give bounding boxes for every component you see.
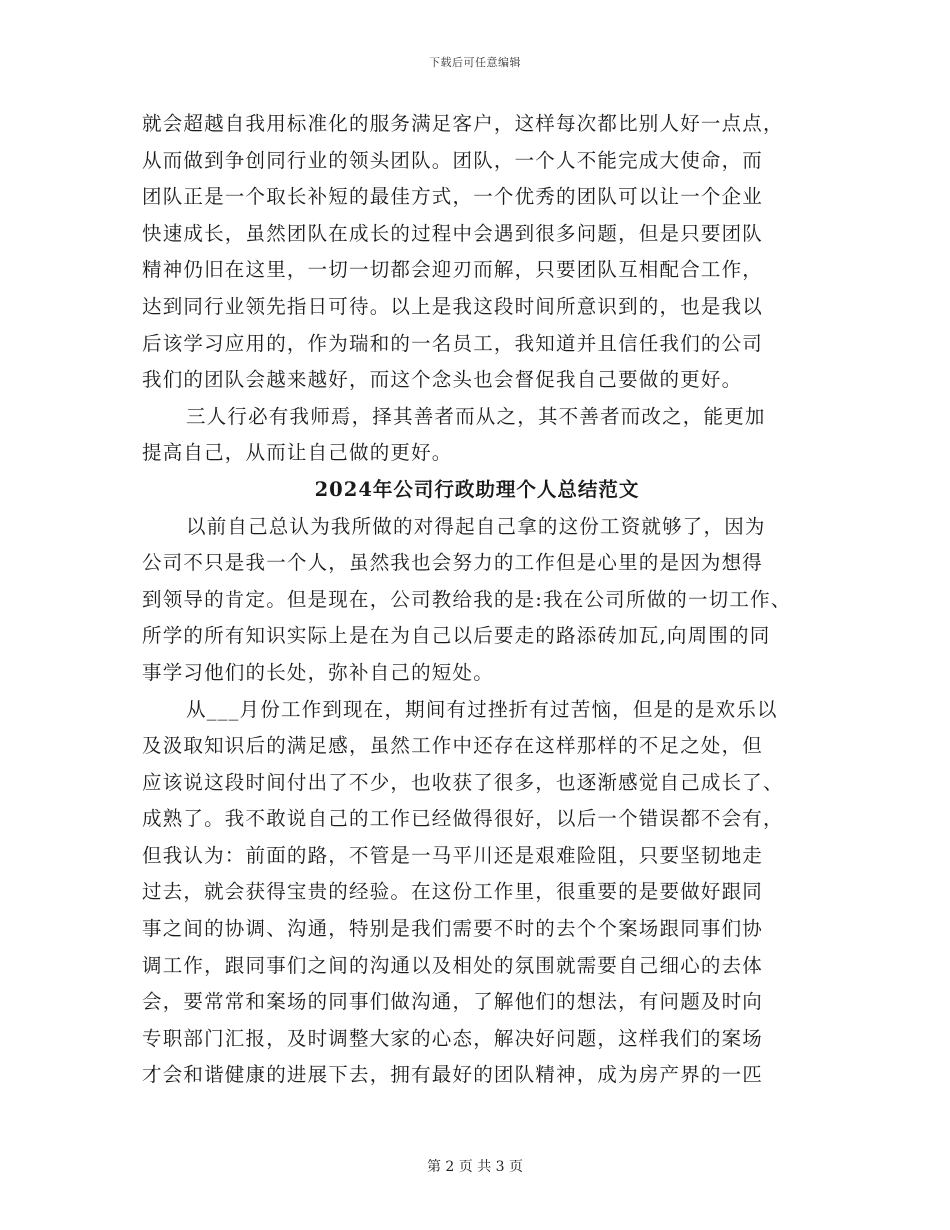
text-line: 事之间的协调、沟通，特别是我们需要不时的去个个案场跟同事们协: [142, 917, 764, 941]
text-line: 团队正是一个取长补短的最佳方式，一个优秀的团队可以让一个企业: [142, 185, 764, 209]
text-line: 到领导的肯定。但是现在，公司教给我的是:我在公司所做的一切工作、: [142, 587, 792, 611]
text-line: 提高自己，从而让自己做的更好。: [142, 441, 453, 465]
text-line: 快速成长，虽然团队在成长的过程中会遇到很多问题，但是只要团队: [142, 221, 764, 245]
text-line: 公司不只是我一个人，虽然我也会努力的工作但是心里的是因为想得: [142, 551, 764, 575]
article-paragraph-1: [142, 509, 812, 692]
text-line: 及汲取知识后的满足感，虽然工作中还存在这样那样的不足之处，但: [142, 734, 764, 758]
text-line: 才会和谐健康的进展下去，拥有最好的团队精神，成为房产界的一匹: [142, 1063, 764, 1087]
section1-paragraph: [142, 106, 812, 399]
header-note: 下载后可任意编辑: [429, 56, 521, 69]
document-body: [142, 106, 812, 1094]
text-line: 我们的团队会越来越好，而这个念头也会督促我自己要做的更好。: [142, 368, 743, 392]
text-line: 调工作，跟同事们之间的沟通以及相处的氛围就需要自己细心的去体: [142, 953, 764, 977]
text-line: 所学的所有知识实际上是在为自己以后要走的路添砖加瓦,向周围的同: [142, 624, 771, 648]
text-line: 成熟了。我不敢说自己的工作已经做得很好，以后一个错误都不会有，: [142, 807, 784, 831]
text-line: 精神仍旧在这里，一切一切都会迎刃而解，只要团队互相配合工作，: [142, 258, 764, 282]
text-line: 但我认为：前面的路，不管是一马平川还是艰难险阻，只要坚韧地走: [142, 843, 764, 867]
text-line: 后该学习应用的，作为瑞和的一名员工，我知道并且信任我们的公司: [142, 331, 764, 355]
text-line: 以前自己总认为我所做的对得起自己拿的这份工资就够了，因为: [186, 514, 766, 538]
text-line: 从___月份工作到现在，期间有过挫折有过苦恼，但是的是欢乐以: [186, 697, 778, 721]
article-paragraph-2: [142, 692, 812, 1095]
section2-paragraph: [142, 399, 812, 472]
text-line: 事学习他们的长处，弥补自己的短处。: [142, 660, 494, 684]
text-line: 会，要常常和案场的同事们做沟通，了解他们的想法，有问题及时向: [142, 990, 764, 1014]
text-line: 专职部门汇报，及时调整大家的心态，解决好问题，这样我们的案场: [142, 1026, 764, 1050]
text-line: 三人行必有我师焉，择其善者而从之，其不善者而改之，能更加: [186, 404, 766, 428]
text-line: 达到同行业领先指日可待。以上是我这段时间所意识到的，也是我以: [142, 294, 764, 318]
text-line: 应该说这段时间付出了不少，也收获了很多，也逐渐感觉自己成长了、: [142, 770, 784, 794]
article-title: 2024年公司行政助理个人总结范文: [314, 477, 640, 501]
page-number: 第 2 页 共 3 页: [426, 1159, 524, 1175]
text-line: 过去，就会获得宝贵的经验。在这份工作里，很重要的是要做好跟同: [142, 880, 764, 904]
text-line: 就会超越自我用标准化的服务满足客户，这样每次都比别人好一点点，: [142, 112, 784, 135]
text-line: 从而做到争创同行业的领头团队。团队，一个人不能完成大使命，而: [142, 148, 764, 172]
